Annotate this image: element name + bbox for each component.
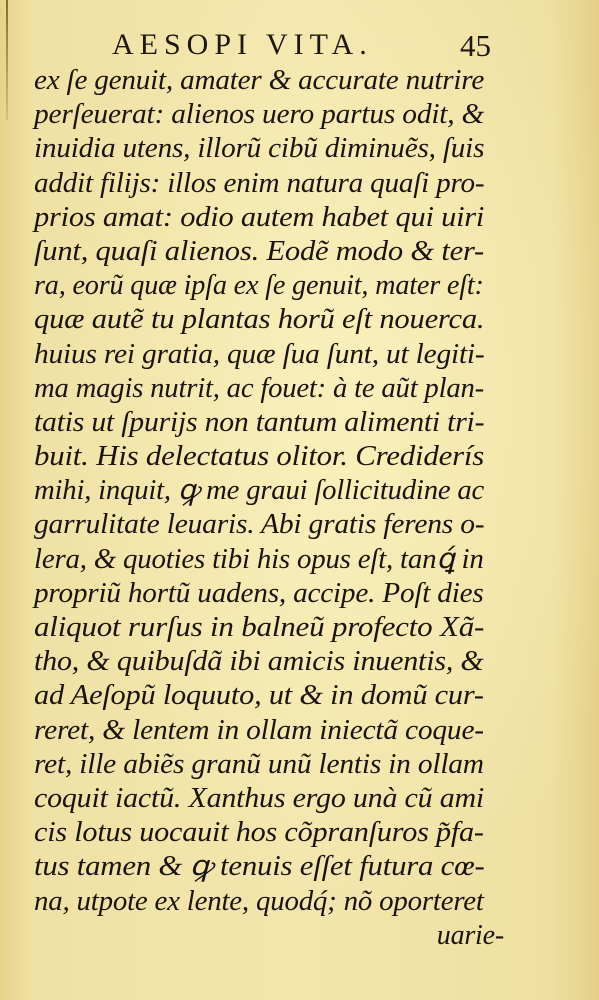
text-line: mihi, inquit, ꝙ me graui ſollicitudine ac <box>34 475 485 507</box>
page-header <box>0 28 599 68</box>
text-line: aliquot rurſus in balneũ profecto Xã- <box>34 612 485 643</box>
text-line: tus tamen & ꝙ tenuis eſſet futura cœ- <box>34 851 485 883</box>
body-text <box>34 64 504 953</box>
text-line: ra, eorũ quæ ipſa ex ſe genuit, mater eſt: <box>34 270 484 302</box>
text-line: prios amat: odio autem habet qui uiri <box>34 201 485 233</box>
text-line: huius rei gratia, quæ ſua ſunt, ut legiti- <box>34 338 485 370</box>
text-line: cis lotus uocauit hos cõpranſuros p̃fa- <box>34 817 484 849</box>
text-line: ret, ille abiẽs granũ unũ lentis in ollam <box>34 748 484 780</box>
running-head: AESOPI VITA. <box>112 28 373 61</box>
text-line: garrulitate leuaris. Abi gratis ferens o- <box>34 509 485 541</box>
text-line: buit. His delectatus olitor. Crediderís <box>34 441 485 473</box>
text-line: inuidia utens, illorũ cibũ diminuẽs, ſuis <box>34 133 485 165</box>
text-line: reret, & lentem in ollam iniectã coque- <box>34 714 484 746</box>
text-line: quæ autẽ tu plantas horũ eſt nouerca. <box>34 304 485 336</box>
text-line: ſunt, quaſi alienos. Eodẽ modo & ter- <box>34 235 484 267</box>
text-line: ad Aeſopũ loquuto, ut & in domũ cur- <box>34 680 484 712</box>
text-line: lera, & quoties tibi his opus eſt, tanꝗ́ in <box>34 543 484 575</box>
text-line: propriũ hortũ uadens, accipe. Poſt dies <box>34 577 484 609</box>
text-line: perſeuerat: alienos uero partus odit, & <box>34 99 485 131</box>
text-line: ex ſe genuit, amater & accurate nutrire <box>34 65 485 96</box>
catchword: uarie- <box>436 919 504 951</box>
text-line: coquit iactũ. Xanthus ergo unà cũ ami <box>34 782 485 814</box>
page-number: 45 <box>460 28 491 63</box>
text-line: ma magis nutrit, ac fouet: à te aũt plan- <box>34 372 485 404</box>
text-line: tho, & quibuſdã ibi amicis inuentis, & <box>34 646 484 678</box>
text-line: addit filijs: illos enim natura quaſi pro- <box>34 167 485 199</box>
text-line: na, utpote ex lente, quodq́; nõ oporteret <box>34 885 484 917</box>
text-line: tatis ut ſpurijs non tantum alimenti tri- <box>34 406 485 438</box>
